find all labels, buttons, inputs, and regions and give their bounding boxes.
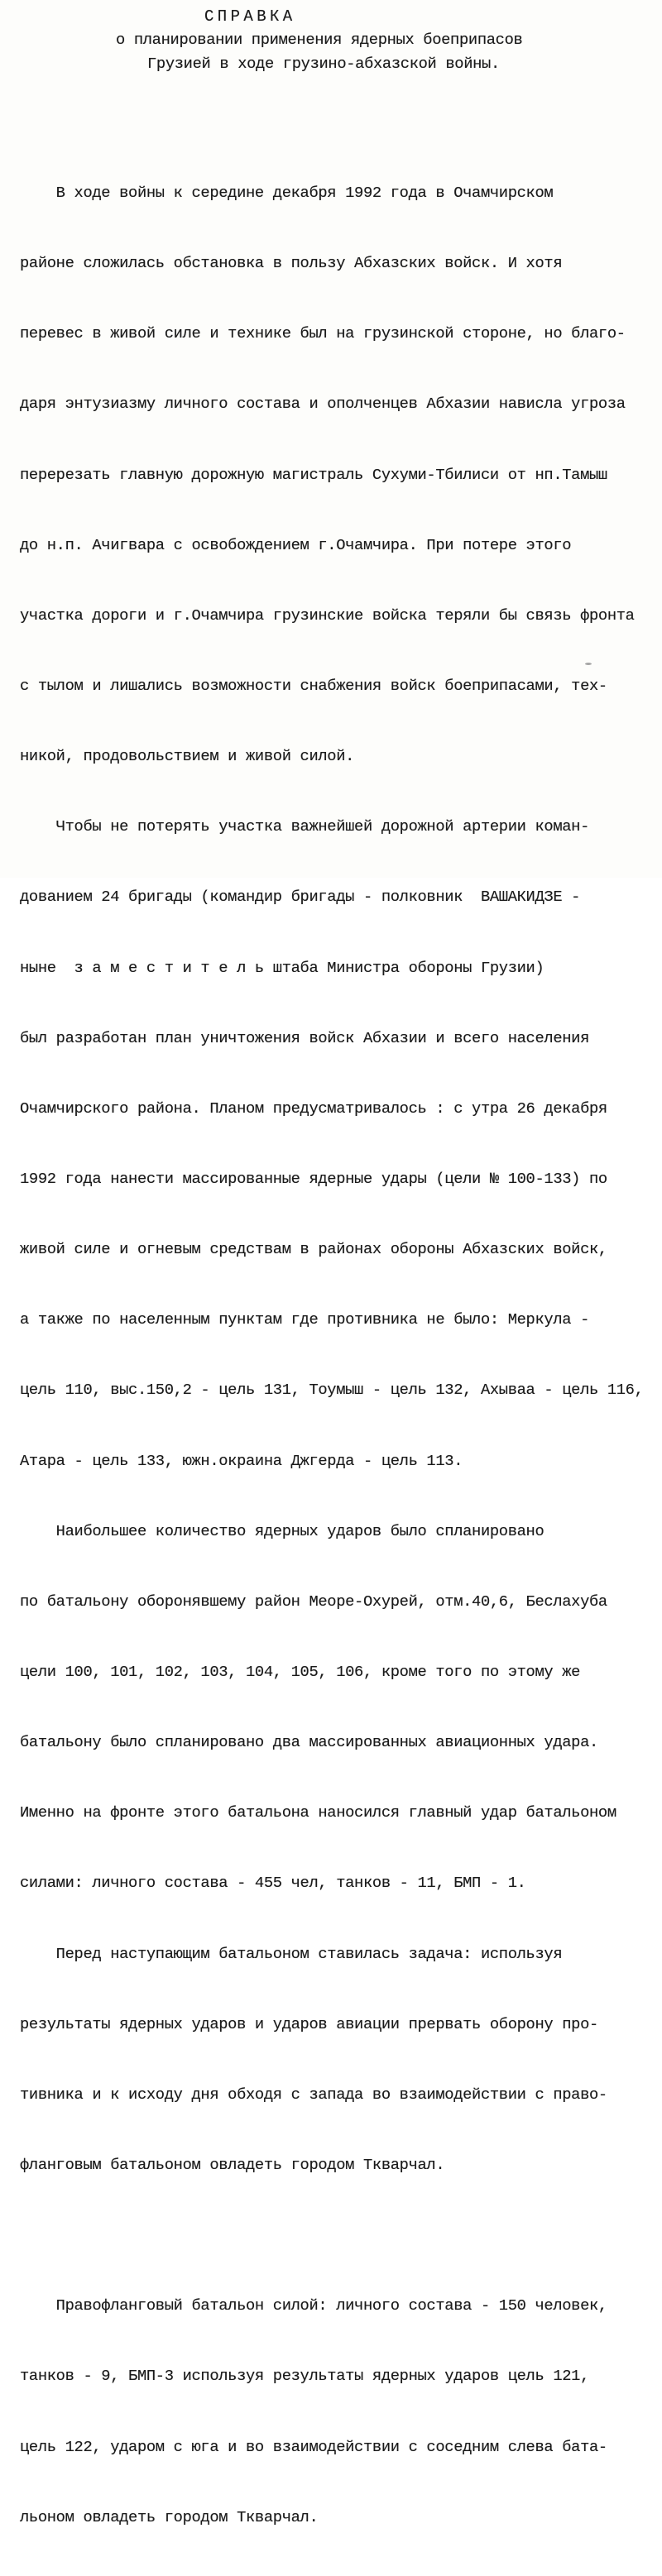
body-line: танков - 9, БМП-3 используя результаты ядерных ударов цель 121,: [20, 2367, 589, 2386]
document-title: СПРАВКА: [204, 7, 296, 26]
body-line: а также по населенным пунктам где противника не было: Меркула -: [20, 1310, 589, 1329]
body-line: даря энтузиазму личного состава и ополченцев Абхазии нависла угроза: [20, 395, 626, 414]
body-line: районе сложилась обстановка в пользу Абхазских войск. И хотя: [20, 254, 563, 273]
body-line: [20, 2224, 644, 2248]
body-line: живой силе и огневым средствам в районах обороны Абхазских войск,: [20, 1240, 607, 1259]
body-line: батальону было спланировано два массированных авиационных удара.: [20, 1733, 598, 1752]
body-line: до н.п. Ачигвара с освобождением г.Очамчира. При потере этого: [20, 535, 572, 554]
body-line: цель 110, выс.150,2 - цель 131, Тоумыш - цель 132, Ахываа - цель 116,: [20, 1381, 644, 1400]
body-line: по батальону оборонявшему район Меоре-Охурей, отм.40,6, Беслахуба: [20, 1592, 607, 1611]
body-line: силами: личного состава - 455 чел, танков - 11, БМП - 1.: [20, 1874, 526, 1893]
body-line: фланговым батальоном овладеть городом Ткварчал.: [20, 2155, 445, 2174]
body-line: перерезать главную дорожную магистраль Сухуми-Тбилиси от нп.Тамыш: [20, 465, 607, 484]
body-line: тивника и к исходу дня обходя с запада во взаимодействии с право-: [20, 2085, 607, 2104]
body-line: цель 122, ударом с юга и во взаимодействии с соседним слева бата-: [20, 2437, 607, 2456]
body-line: был разработан план уничтожения войск Абхазии и всего населения: [20, 1028, 589, 1047]
document-body: [20, 135, 644, 2576]
subtitle-line-2: Грузией в ходе грузино-абхазской войны.: [147, 55, 500, 73]
subtitle-line-1: о планировании применения ядерных боеприпасов: [116, 31, 523, 49]
body-line: цели 100, 101, 102, 103, 104, 105, 106, кроме того по этому же: [20, 1662, 581, 1681]
body-line: Наибольшее количество ядерных ударов было спланировано: [20, 1521, 544, 1540]
body-line: В ходе войны к середине декабря 1992 года в Очамчирском: [20, 184, 554, 202]
body-line: Правофланговый батальон силой: личного состава - 150 человек,: [20, 2296, 607, 2315]
body-line: участка дороги и г.Очамчира грузинские войска теряли бы связь фронта: [20, 606, 635, 625]
body-line: льоном овладеть городом Ткварчал.: [20, 2507, 319, 2526]
body-line: дованием 24 бригады (командир бригады - полковник ВАШАКИДЗЕ -: [20, 888, 581, 907]
body-line: 1992 года нанести массированные ядерные удары (цели № 100-133) по: [20, 1169, 607, 1188]
body-line: Именно на фронте этого батальона наносился главный удар батальоном: [20, 1803, 616, 1822]
body-line: перевес в живой силе и технике был на грузинской стороне, но благо-: [20, 324, 626, 343]
body-line: Перед наступающим батальоном ставилась задача: используя: [20, 1944, 563, 1963]
body-line: ныне з а м е с т и т е л ь штаба Министра обороны Грузии): [20, 958, 544, 977]
body-line: Очамчирского района. Планом предусматривалось : с утра 26 декабря: [20, 1099, 607, 1118]
body-line: никой, продовольствием и живой силой.: [20, 747, 355, 766]
ink-speck: [585, 663, 592, 665]
body-line: Атара - цель 133, южн.окраина Джгерда - цель 113.: [20, 1451, 463, 1470]
body-line: Чтобы не потерять участка важнейшей дорожной артерии коман-: [20, 817, 589, 836]
body-line: результаты ядерных ударов и ударов авиации прервать оборону про-: [20, 2014, 598, 2033]
body-line: с тылом и лишались возможности снабжения войск боеприпасами, тех-: [20, 676, 607, 695]
